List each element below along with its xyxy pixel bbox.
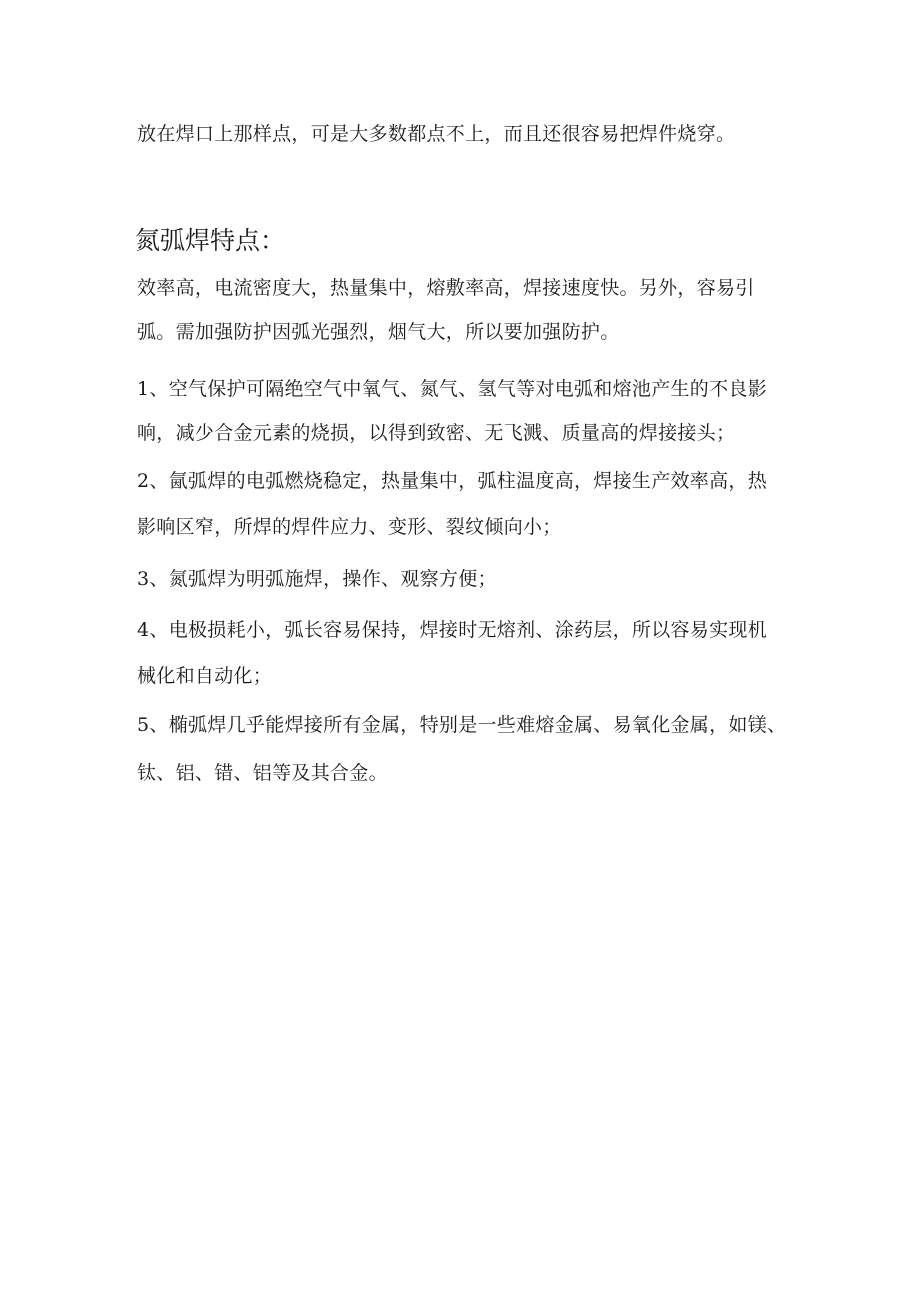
list-item-3-line: 3、氮弧焊为明弧施焊，操作、观察方便； [137,568,497,590]
list-item-5-line: 钛、铝、错、铝等及其合金。 [137,762,388,784]
paragraph-line: 弧。需加强防护因弧光强烈，烟气大，所以要加强防护。 [137,321,620,343]
list-item-4-line: 械化和自动化； [137,665,273,687]
section-heading: 氮弧焊特点： [135,226,286,255]
list-item-4-line: 4、电极损耗小，弧长容易保持，焊接时无熔剂、涂药层，所以容易实现机 [137,619,767,641]
list-item-2-line: 影响区窄，所焊的焊件应力、变形、裂纹倾向小； [137,516,562,538]
list-item-1-line: 响，减少合金元素的烧损，以得到致密、无飞溅、质量高的焊接接头； [137,422,736,444]
intro-line: 放在焊口上那样点，可是大多数都点不上，而且还很容易把焊件烧穿。 [137,123,736,145]
paragraph-line: 效率高，电流密度大，热量集中，熔敷率高，焊接速度快。另外，容易引 [137,277,755,299]
list-item-5-line: 5、椭弧焊几乎能焊接所有金属，特别是一些难熔金属、易氧化金属，如镁、 [137,714,787,736]
list-item-2-line: 2、氤弧焊的电弧燃烧稳定，热量集中，弧柱温度高，焊接生产效率高，热 [137,470,767,492]
list-item-1-line: 1、空气保护可隔绝空气中氧气、氮气、氢气等对电弧和熔池产生的不良影 [137,378,767,400]
